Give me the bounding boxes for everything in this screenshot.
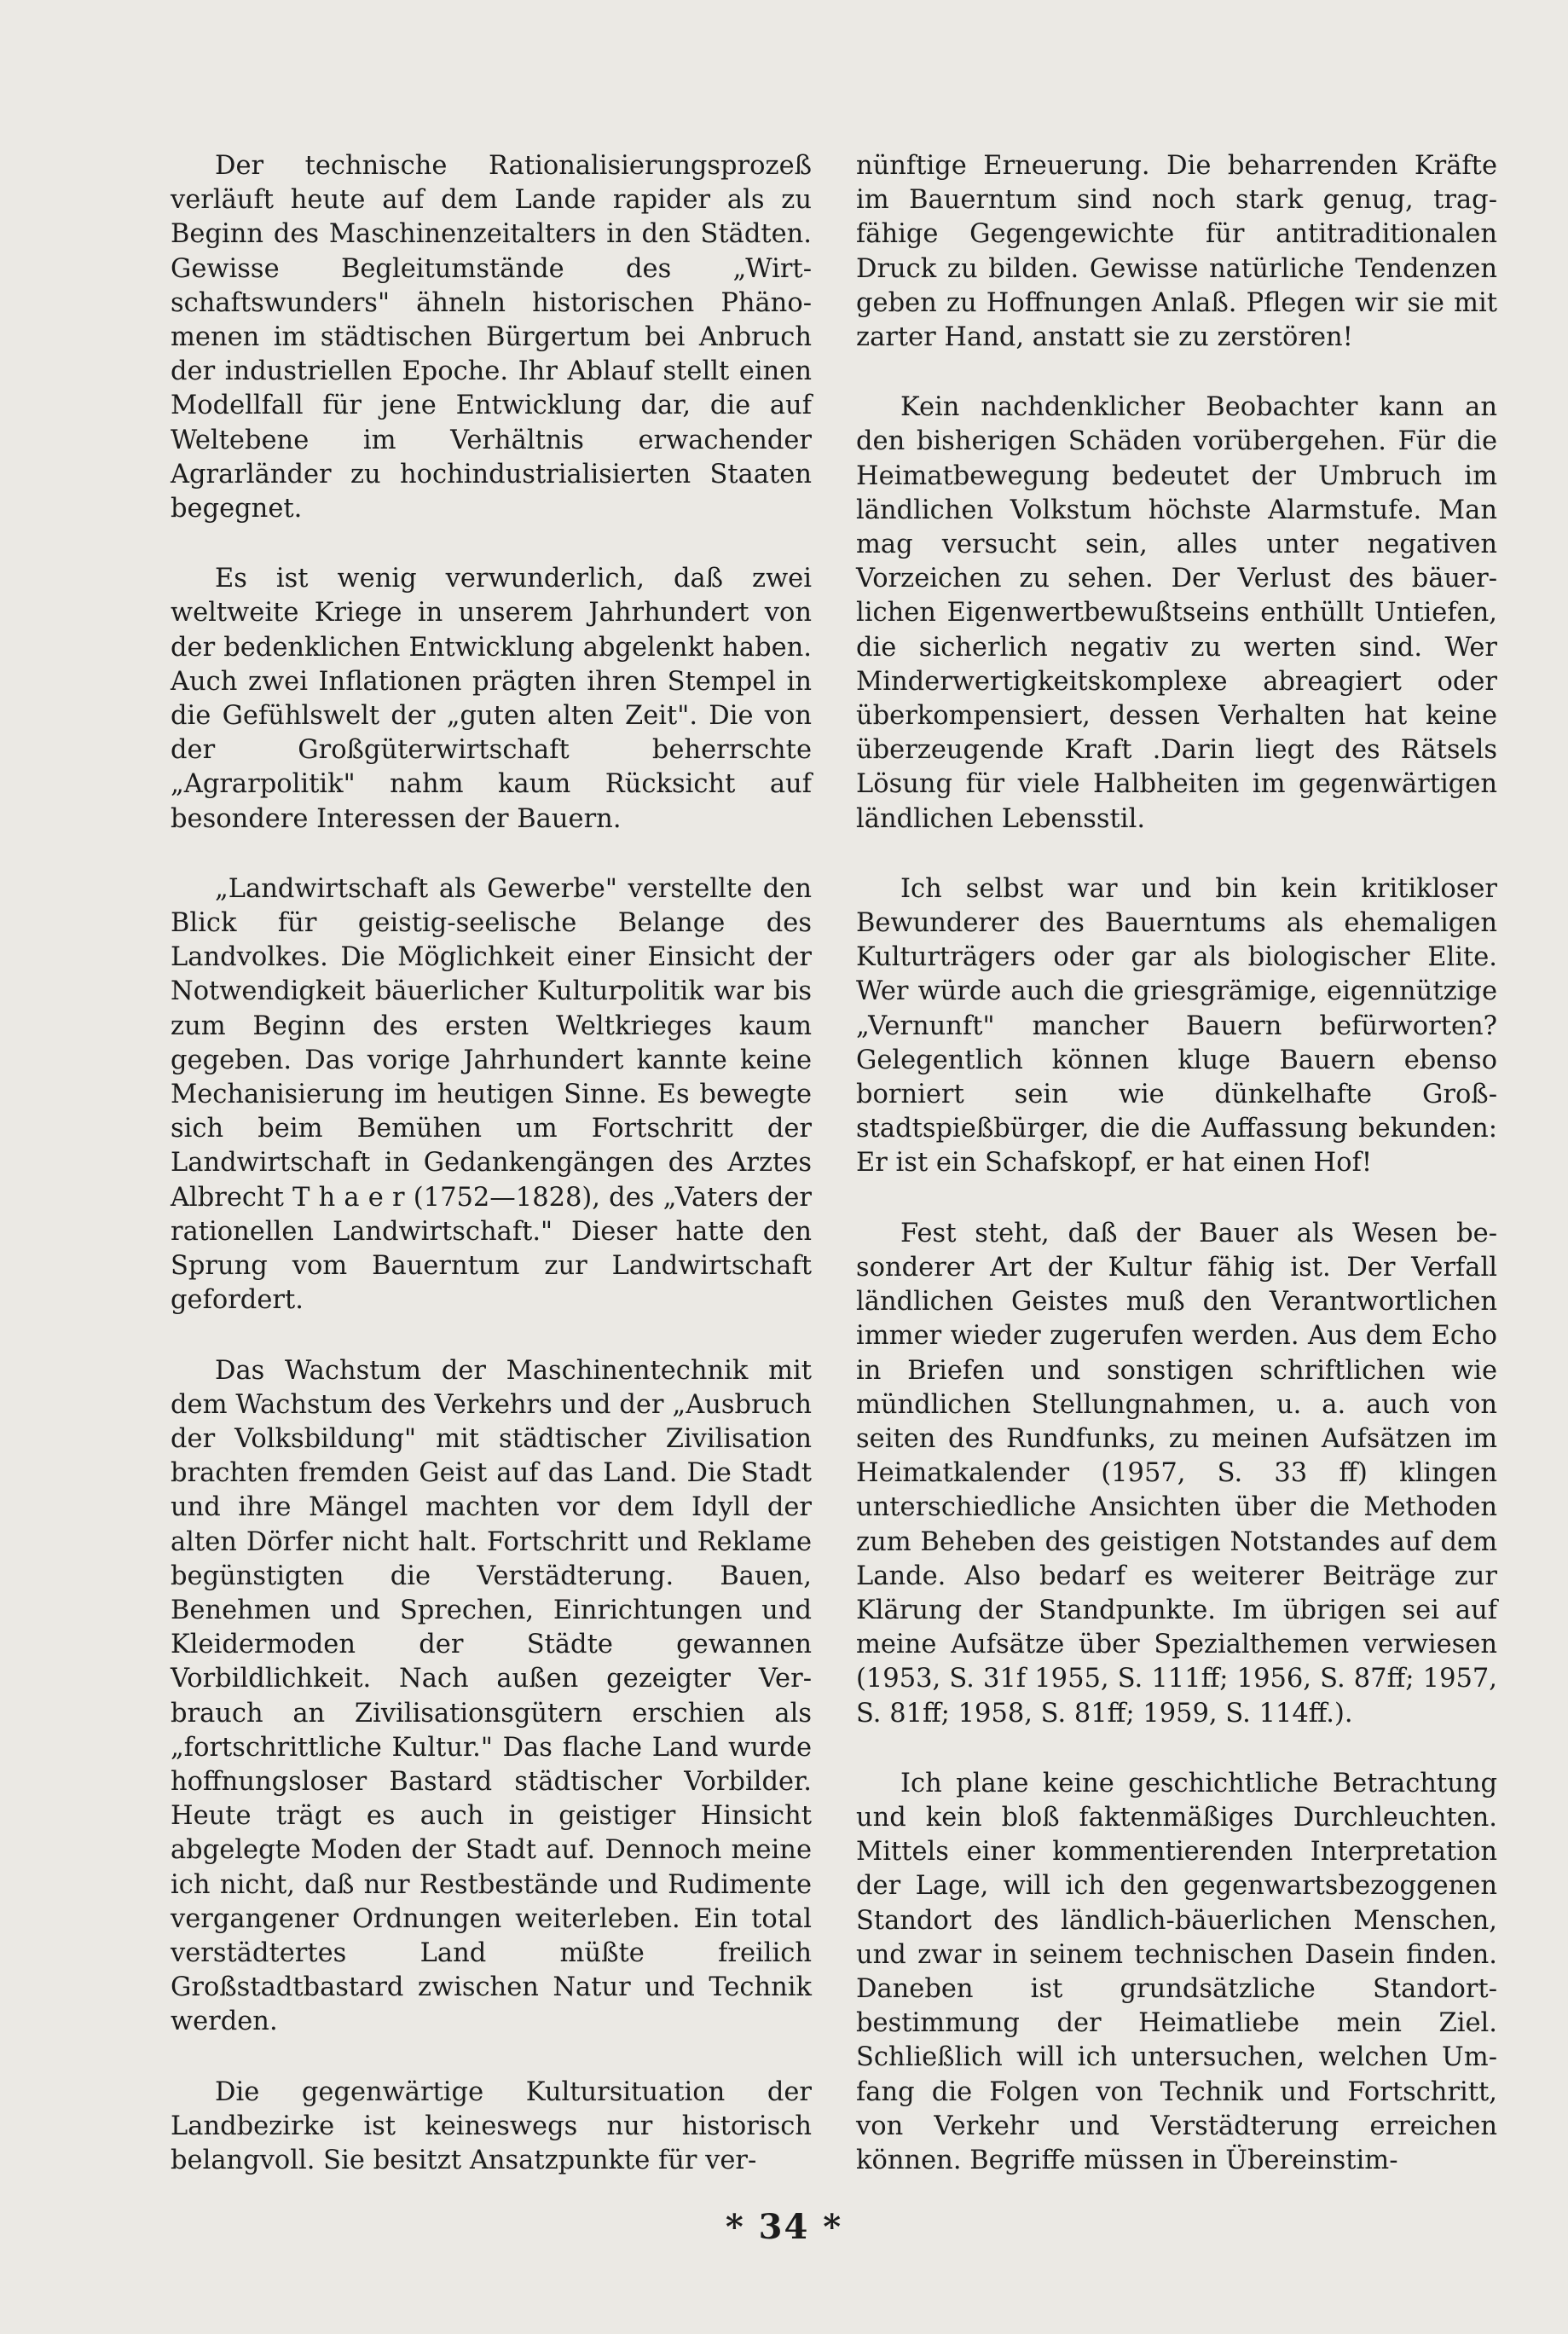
paragraph: Ich selbst war und bin kein kritikloser Bewunderer des Bauerntums als ehemaligen Kulturträgers oder gar als biologischer Elite. Wer würde auch die griesgrämige, eigennützige „Vernunft" mancher Bauern befürworten? Gelegentlich können kluge Bauern ebenso borniert sein wie dünkelhafte Großstadtspießbürger, die die Auffassung bekunden: Er ist ein Schafskopf, er hat einen Hof! — [856, 873, 1497, 1179]
paragraph: nünftige Erneuerung. Die beharrenden Kräfte im Bauerntum sind noch stark genug, tragfähige Gegengewichte für antitraditionalen Druck zu bilden. Gewisse natürliche Tendenzen geben zu Hoffnungen Anlaß. Pflegen wir sie mit zarter Hand, anstatt sie zu zerstören! — [856, 151, 1497, 353]
paragraph: Der technische Rationalisierungsprozeß verläuft heute auf dem Lande rapider als zu Beginn des Maschinenzeitalters in den Städten. Gewisse Begleitumstände des „Wirtschaftswunders" ähneln historischen Phänomenen im städtischen Bürgertum bei Anbruch der industriellen Epoche. Ihr Ablauf stellt einen Modellfall für jene Entwicklung dar, die auf Weltebene im Verhältnis erwachender Agrarländer zu hochindustrialisierten Staaten begegnet. — [171, 151, 812, 524]
paragraph: Das Wachstum der Maschinentechnik mit dem Wachstum des Verkehrs und der „Ausbruch der Volksbildung" mit städtischer Zivilisation brachten fremden Geist auf das Land. Die Stadt und ihre Mängel machten vor dem Idyll der alten Dörfer nicht halt. Fortschritt und Reklame begünstigten die Verstädterung. Bauen, Benehmen und Sprechen, Einrichtungen und Kleidermoden der Städte gewannen Vorbildlichkeit. Nach außen gezeigter Verbrauch an Zivilisationsgütern erschien als „fortschrittliche Kultur." Das flache Land wurde hoffnungsloser Bastard städtischer Vorbilder. Heute trägt es auch in geistiger Hinsicht abgelegte Moden der Stadt auf. Dennoch meine ich nicht, daß nur Restbestände und Rudimente vergangener Ordnungen weiterleben. Ein total verstädtertes Land müßte freilich Großstadtbastard zwischen Natur und Technik werden. — [171, 1355, 812, 2037]
page-number: * 34 * — [725, 2207, 843, 2247]
paragraph: Fest steht, daß der Bauer als Wesen besonderer Art der Kultur fähig ist. Der Verfall ländlichen Geistes muß den Verantwortlichen immer wieder zugerufen werden. Aus dem Echo in Briefen und sonstigen schriftlichen wie mündlichen Stellungnahmen, u. a. auch von seiten des Rundfunks, zu meinen Aufsätzen im Heimatkalender (1957, S. 33 ff) klingen unterschiedliche Ansichten über die Methoden zum Beheben des geistigen Notstandes auf dem Lande. Also bedarf es weiterer Beiträge zur Klärung der Standpunkte. Im übrigen sei auf meine Aufsätze über Spezialthemen verwiesen (1953, S. 31f 1955, S. 111ff; 1956, S. 87ff; 1957, S. 81ff; 1958, S. 81ff; 1959, S. 114ff.). — [856, 1218, 1497, 1729]
right-column — [856, 149, 1497, 2214]
paragraph: Ich plane keine geschichtliche Betrachtung und kein bloß faktenmäßiges Durchleuchten. Mittels einer kommentierenden Interpretation der Lage, will ich den gegenwartsbezoggenen Standort des ländlich-bäuerlichen Menschen, und zwar in seinem technischen Dasein finden. Daneben ist grundsätzliche Standortbestimmung der Heimatliebe mein Ziel. Schließlich will ich untersuchen, welchen Umfang die Folgen von Technik und Fortschritt, von Verkehr und Verstädterung erreichen können. Begriffe müssen in Übereinstim- — [856, 1768, 1497, 2175]
paragraph: Es ist wenig verwunderlich, daß zwei weltweite Kriege in unserem Jahrhundert von der bedenklichen Entwicklung abgelenkt haben. Auch zwei Inflationen prägten ihren Stempel in die Gefühlswelt der „guten alten Zeit". Die von der Großgüterwirtschaft beherrschte „Agrarpolitik" nahm kaum Rücksicht auf besondere Interessen der Bauern. — [171, 564, 812, 834]
paragraph: Die gegenwärtige Kultursituation der Landbezirke ist keineswegs nur historisch belangvoll. Sie besitzt Ansatzpunkte für ver- — [171, 2076, 812, 2175]
paragraph: „Landwirtschaft als Gewerbe" verstellte den Blick für geistig-seelische Belange des Landvolkes. Die Möglichkeit einer Einsicht der Notwendigkeit bäuerlicher Kulturpolitik war bis zum Beginn des ersten Weltkrieges kaum gegeben. Das vorige Jahrhundert kannte keine Mechanisierung im heutigen Sinne. Es bewegte sich beim Bemühen um Fortschritt der Landwirtschaft in Gedankengängen des Arztes Albrecht T h a e r (1752—1828), des „Vaters der rationellen Landwirtschaft." Dieser hatte den Sprung vom Bauerntum zur Landwirtschaft gefordert. — [171, 873, 812, 1316]
paragraph: Kein nachdenklicher Beobachter kann an den bisherigen Schäden vorübergehen. Für die Heimatbewegung bedeutet der Umbruch im ländlichen Volkstum höchste Alarmstufe. Man mag versucht sein, alles unter negativen Vorzeichen zu sehen. Der Verlust des bäuerlichen Eigenwertbewußtseins enthüllt Untiefen, die sicherlich negativ zu werten sind. Wer Minderwertigkeitskomplexe abreagiert oder überkompensiert, dessen Verhalten hat keine überzeugende Kraft .Darin liegt des Rätsels Lösung für viele Halbheiten im gegenwärtigen ländlichen Lebensstil. — [856, 392, 1497, 834]
left-column — [171, 149, 812, 2214]
